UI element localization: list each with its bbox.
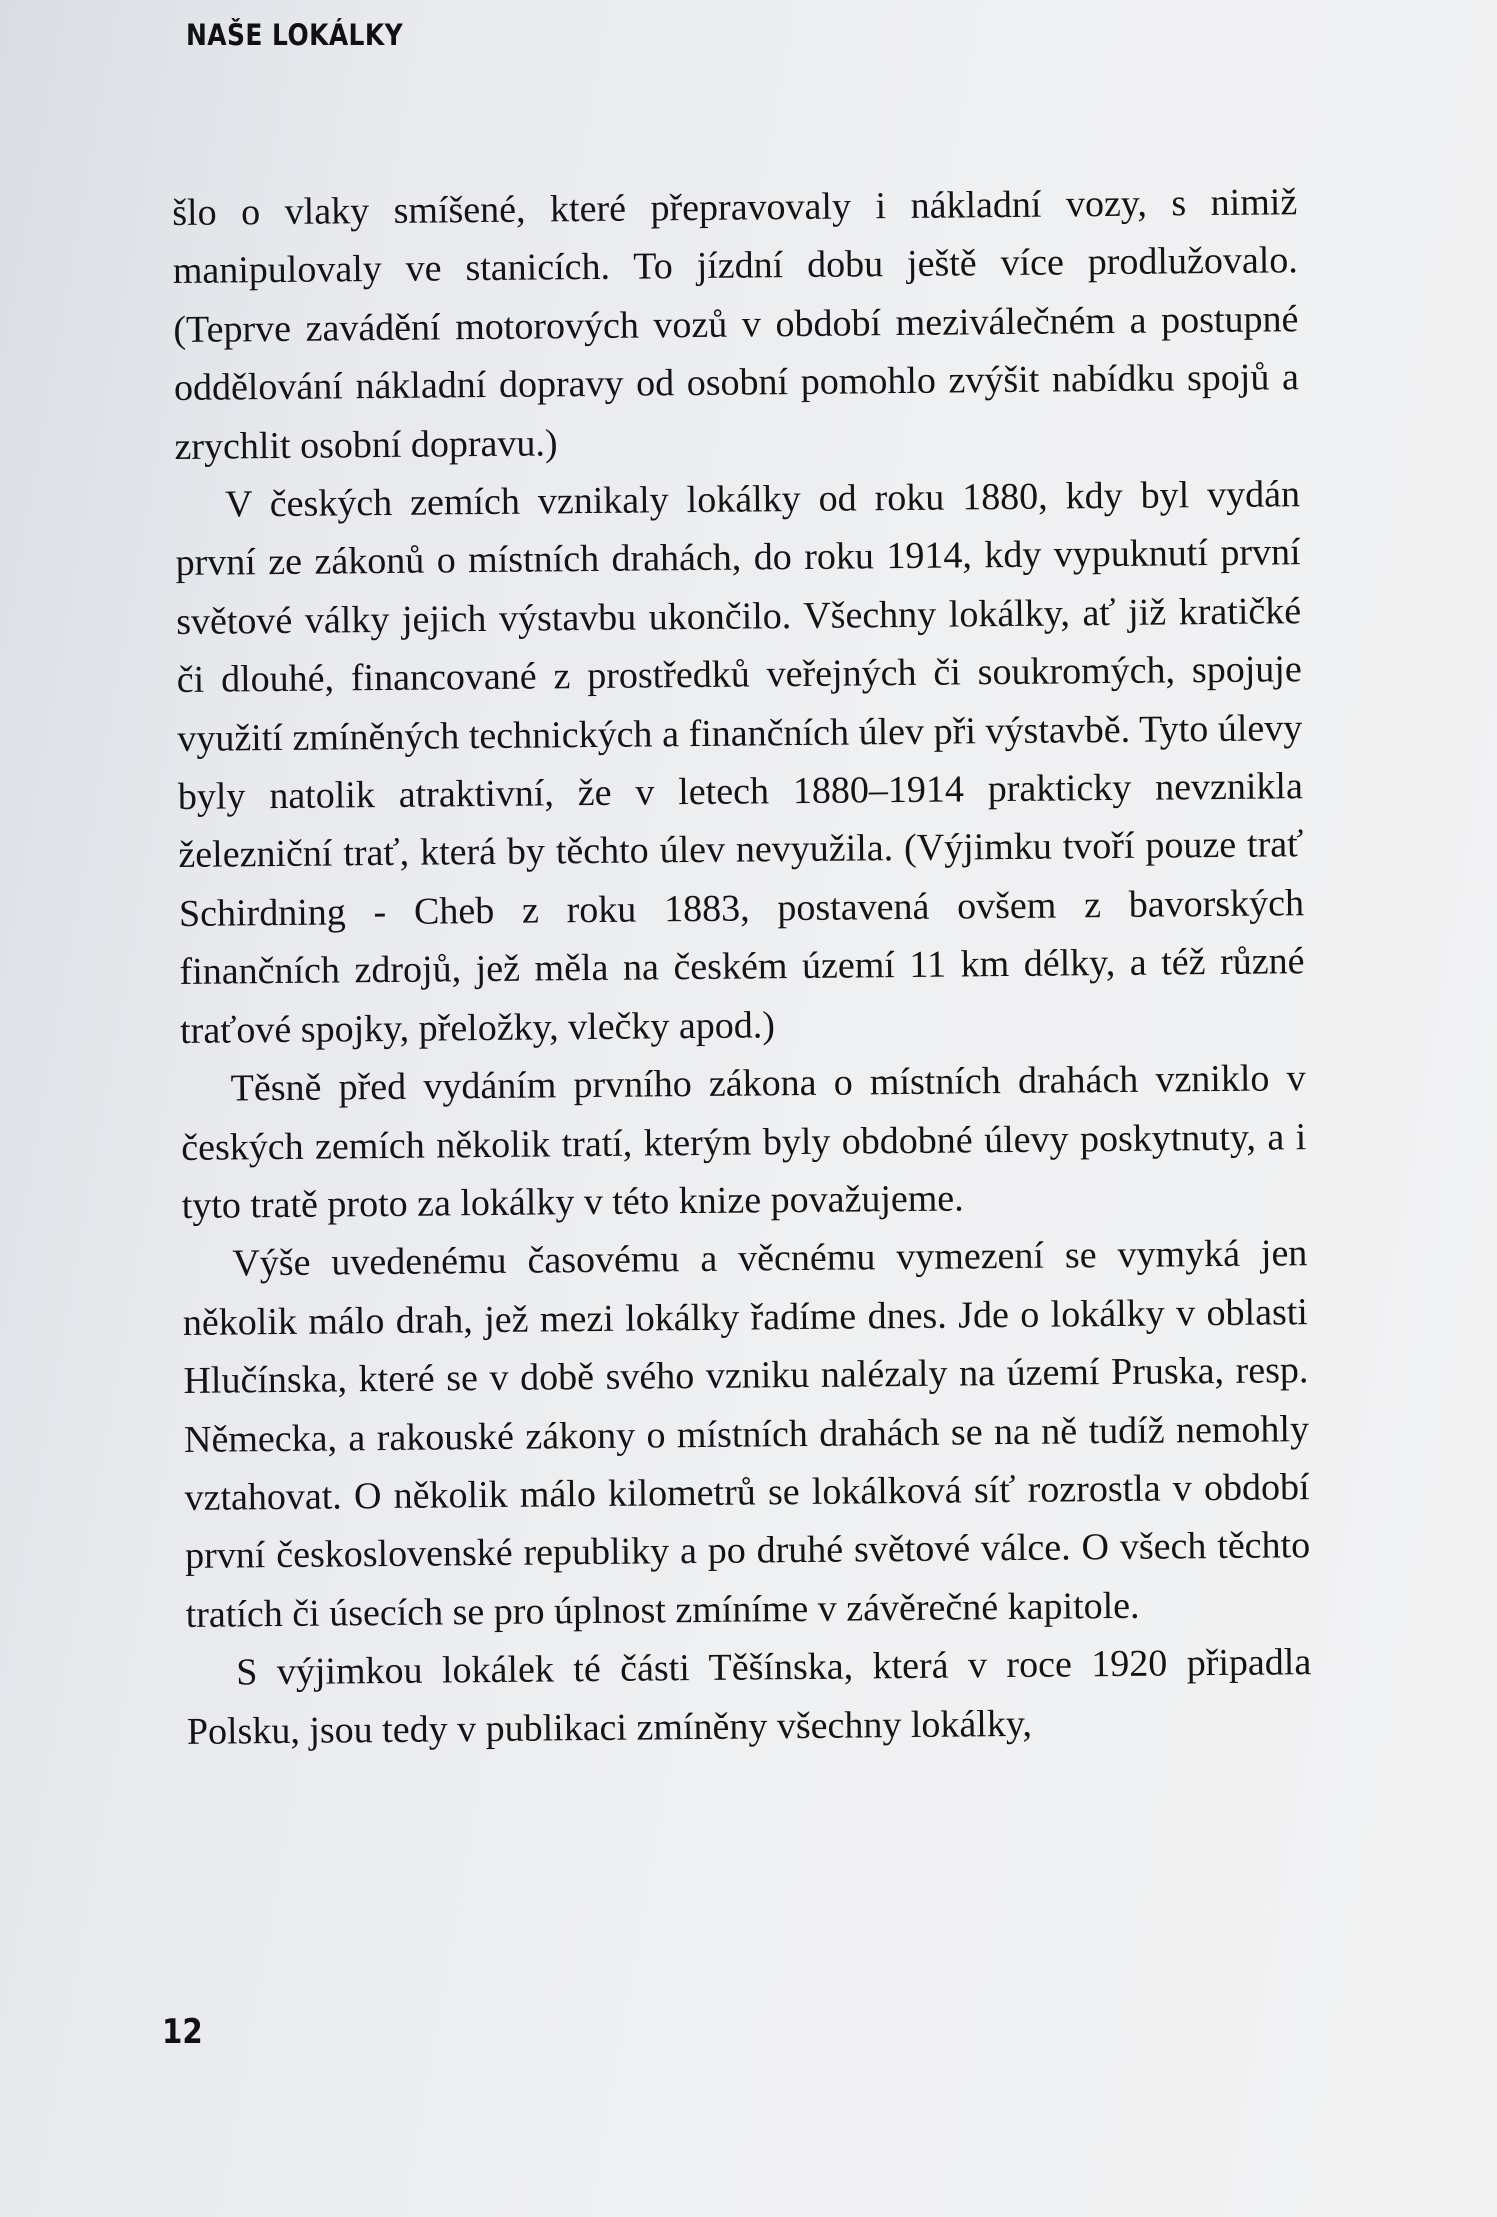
paragraph-2: V českých zemích vznikaly lokálky od roku 1880, kdy byl vydán první ze zákonů o místních drahách, do roku 1914, kdy vypuknutí první světové války jejich výstavbu ukončilo. Všechny lokálky, ať již kratičké či dlouhé, financované z prostředků veřejných či soukromých, spojuje využití zmíněných technických a finančních úlev při výstavbě. Tyto úlevy byly natolik atraktivní, že v letech 1880–1914 prakticky nevznikla železniční trať, která by těchto úlev nevyužila. (Výjimku tvoří pouze trať Schirdning - Cheb z roku 1883, postavená ovšem z bavorských finančních zdrojů, jež měla na českém území 11 km délky, a též různé traťové spojky, přeložky, vlečky apod.) — [175, 473, 1305, 1052]
running-head: NAŠE LOKÁLKY — [186, 18, 404, 52]
paragraph-1: šlo o vlaky smíšené, které přepravovaly i nákladní vozy, s nimiž manipulovaly ve stanicích. To jízdní dobu ještě více prodlužovalo. (Teprve zavádění motorových vozů v období meziválečném a postupné oddělování nákladní dopravy od osobní pomohlo zvýšit nabídku spojů a zrychlit osobní dopravu.) — [172, 181, 1300, 468]
body-text — [172, 173, 1312, 1761]
page-number: 12 — [162, 2012, 203, 2052]
paragraph-3: Těsně před vydáním prvního zákona o místních drahách vzniklo v českých zemích několik tratí, kterým byly obdobné úlevy poskytnuty, a i tyto tratě proto za lokálky v této knize považujeme. — [181, 1057, 1307, 1227]
paragraph-5: S výjimkou lokálek té části Těšínska, která v roce 1920 připadla Polsku, jsou tedy v publikaci zmíněny všechny lokálky, — [186, 1641, 1312, 1753]
paragraph-4: Výše uvedenému časovému a věcnému vymezení se vymyká jen několik málo drah, jež mezi lokálky řadíme dnes. Jde o lokálky v oblasti Hlučínska, které se v době svého vzniku nalézaly na území Pruska, resp. Německa, a rakouské zákony o místních drahách se na ně tudíž nemohly vztahovat. O několik málo kilometrů se lokálková síť rozrostla v období první československé republiky a po druhé světové válce. O všech těchto tratích či úsecích se pro úplnost zmíníme v závěrečné kapitole. — [182, 1232, 1311, 1636]
